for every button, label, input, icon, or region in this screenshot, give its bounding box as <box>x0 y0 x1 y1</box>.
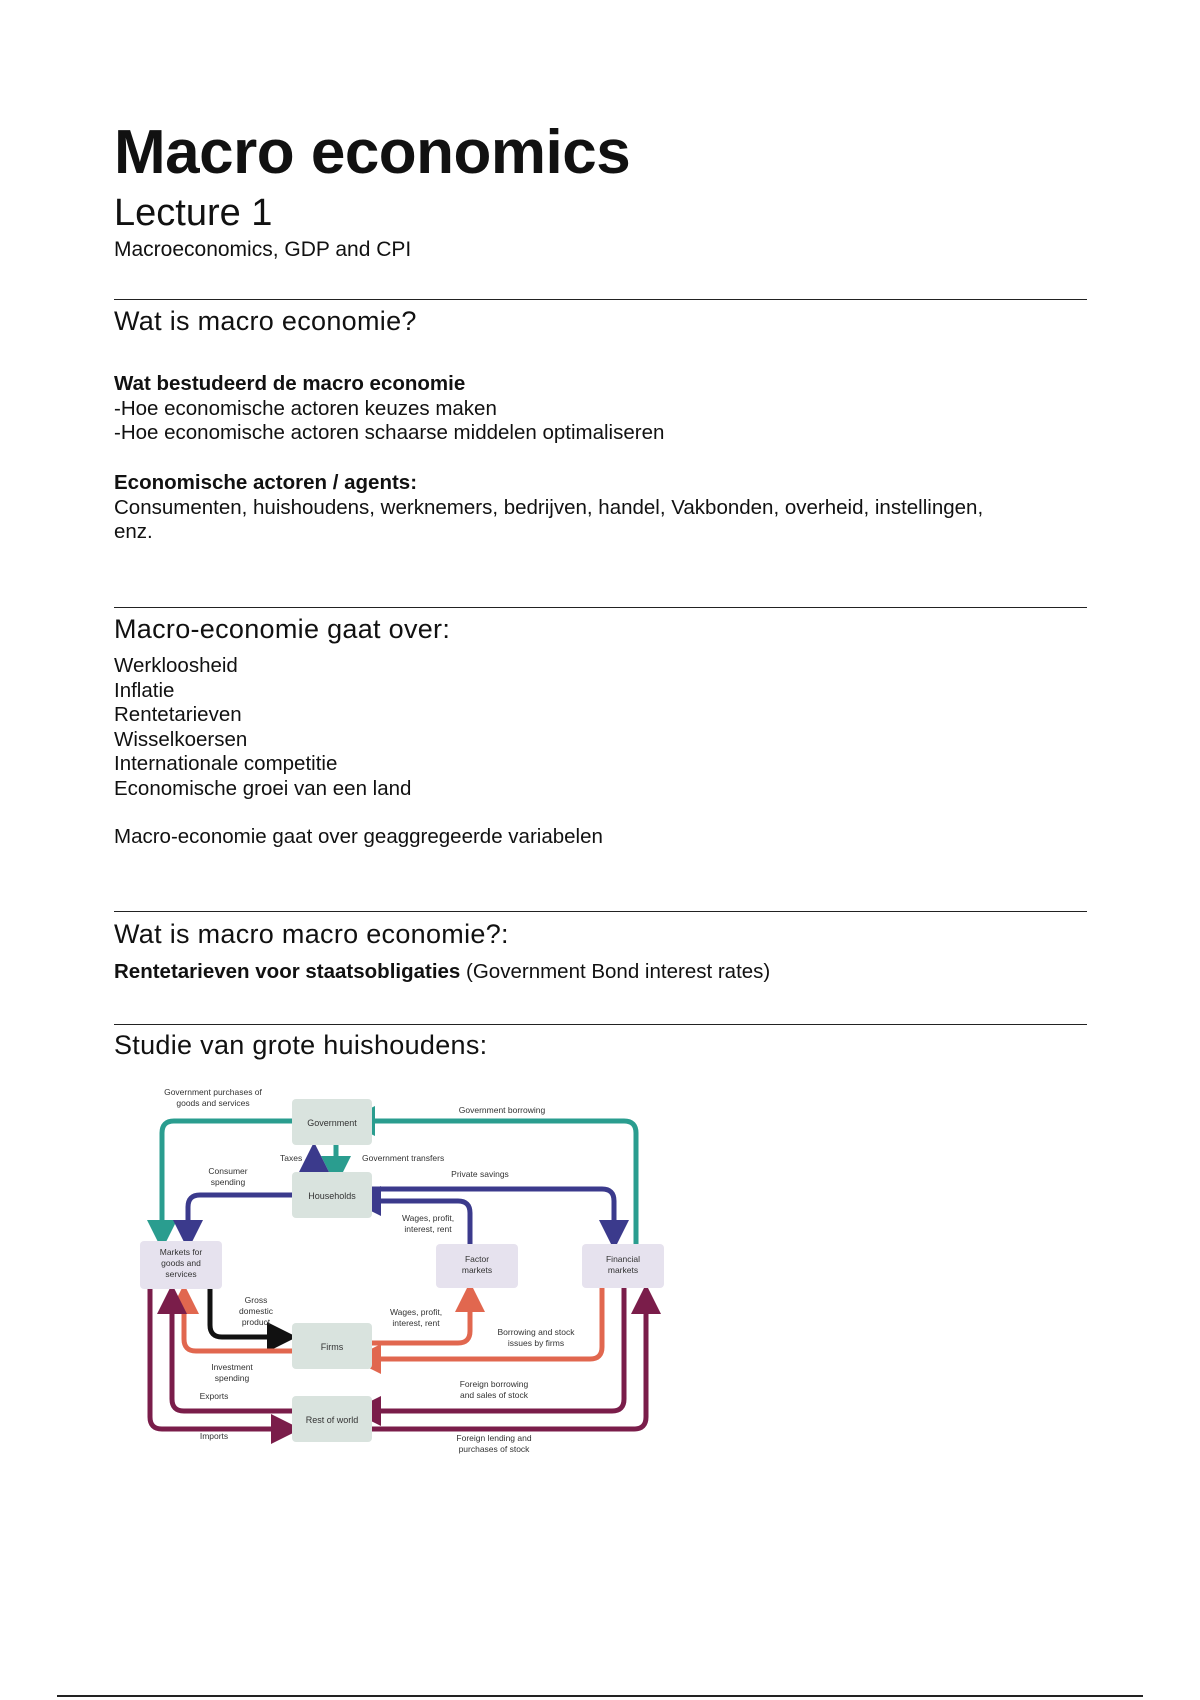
label-gdp: domestic <box>238 1306 274 1316</box>
footer-divider <box>57 1695 1143 1697</box>
label-wages-households: Wages, profit, <box>401 1213 455 1223</box>
label-borrowing-stock: issues by firms <box>507 1338 565 1348</box>
box-markets <box>140 1241 222 1289</box>
label-wages-firms: Wages, profit, <box>389 1307 443 1317</box>
section-heading-macro-macro: Wat is macro macro economie?: <box>114 919 509 949</box>
label-foreign-borrowing: Foreign borrowing <box>459 1379 529 1389</box>
section-divider <box>114 1024 1087 1025</box>
bond-rates-text <box>114 960 770 985</box>
svg-text:Firms: Firms <box>320 1342 344 1352</box>
box-government <box>292 1099 372 1145</box>
list-item: Economische groei van een land <box>114 776 412 800</box>
label-taxes: Taxes <box>280 1153 303 1163</box>
lecture-subtitle: Macroeconomics, GDP and CPI <box>114 238 412 261</box>
page-title: Macro economics <box>114 118 631 187</box>
block-actors <box>114 471 983 545</box>
section-divider <box>114 299 1087 300</box>
lecture-number: Lecture 1 <box>114 192 273 234</box>
label-imports: Imports <box>199 1431 229 1441</box>
actors-text: enz. <box>114 520 153 543</box>
aggregate-note: Macro-economie gaat over geaggregeerde variabelen <box>114 825 603 848</box>
label-gov-purchases: Government purchases of <box>164 1087 262 1097</box>
topics-list <box>114 654 411 801</box>
actors-text: Consumenten, huishoudens, werknemers, bedrijven, handel, Vakbonden, overheid, instellingen, <box>114 495 984 519</box>
list-item: Internationale competitie <box>114 752 338 775</box>
flow-consumer-spending <box>188 1195 292 1235</box>
box-firms <box>292 1323 372 1369</box>
label-private-savings: Private savings <box>451 1169 509 1179</box>
box-households <box>292 1172 372 1218</box>
block-studies <box>114 372 664 446</box>
svg-text:Rest of world: Rest of world <box>305 1415 359 1425</box>
svg-text:markets: markets <box>461 1265 493 1275</box>
label-consumer-spending: Consumer <box>208 1166 248 1176</box>
label-gdp: Gross <box>244 1295 268 1305</box>
label-foreign-lending: purchases of stock <box>458 1444 530 1454</box>
label-gov-borrowing: Government borrowing <box>458 1105 546 1115</box>
section-divider <box>114 911 1087 912</box>
svg-text:Financial: Financial <box>605 1254 641 1264</box>
list-item: Rentetarieven <box>114 703 242 726</box>
label-gov-transfers: Government transfers <box>362 1153 445 1163</box>
label-wages-households: interest, rent <box>404 1224 452 1234</box>
flow-private-savings <box>360 1189 614 1235</box>
section-heading-gaat-over: Macro-economie gaat over: <box>114 614 451 644</box>
block-studies-title: Wat bestudeerd de macro economie <box>114 372 466 395</box>
label-consumer-spending: spending <box>210 1177 246 1187</box>
list-item: Wisselkoersen <box>114 727 248 751</box>
label-wages-firms: interest, rent <box>392 1318 440 1328</box>
label-gov-purchases: goods and services <box>176 1098 250 1108</box>
box-rest-of-world <box>292 1396 372 1442</box>
box-factor-markets <box>436 1244 518 1288</box>
svg-text:Markets for: Markets for <box>159 1247 203 1257</box>
list-item: Werkloosheid <box>114 654 238 677</box>
svg-text:services: services <box>165 1269 197 1279</box>
svg-text:Government: Government <box>307 1118 357 1128</box>
label-investment: spending <box>214 1373 250 1383</box>
section-heading-studie: Studie van grote huishoudens: <box>114 1030 488 1060</box>
box-financial-markets <box>582 1244 664 1288</box>
circular-flow-diagram <box>140 1085 680 1465</box>
svg-text:goods and: goods and <box>161 1258 201 1268</box>
svg-text:markets: markets <box>607 1265 639 1275</box>
label-investment: Investment <box>211 1362 253 1372</box>
bond-rates-normal: (Government Bond interest rates) <box>460 960 771 983</box>
list-item: -Hoe economische actoren keuzes maken <box>114 396 497 420</box>
label-exports: Exports <box>199 1391 229 1401</box>
list-item: Inflatie <box>114 678 175 702</box>
svg-text:Factor: Factor <box>464 1254 490 1264</box>
block-actors-title: Economische actoren / agents: <box>114 471 418 494</box>
label-gdp: product <box>241 1317 271 1327</box>
list-item: -Hoe economische actoren schaarse middelen optimaliseren <box>114 421 665 444</box>
label-borrowing-stock: Borrowing and stock <box>497 1327 575 1337</box>
section-heading-wat-is: Wat is macro economie? <box>114 306 417 336</box>
bond-rates-bold: Rentetarieven voor staatsobligaties <box>114 960 461 983</box>
svg-text:Households: Households <box>308 1191 356 1201</box>
label-foreign-lending: Foreign lending and <box>456 1433 532 1443</box>
section-divider <box>114 607 1087 608</box>
label-foreign-borrowing: and sales of stock <box>459 1390 529 1400</box>
flow-exports <box>172 1299 292 1411</box>
